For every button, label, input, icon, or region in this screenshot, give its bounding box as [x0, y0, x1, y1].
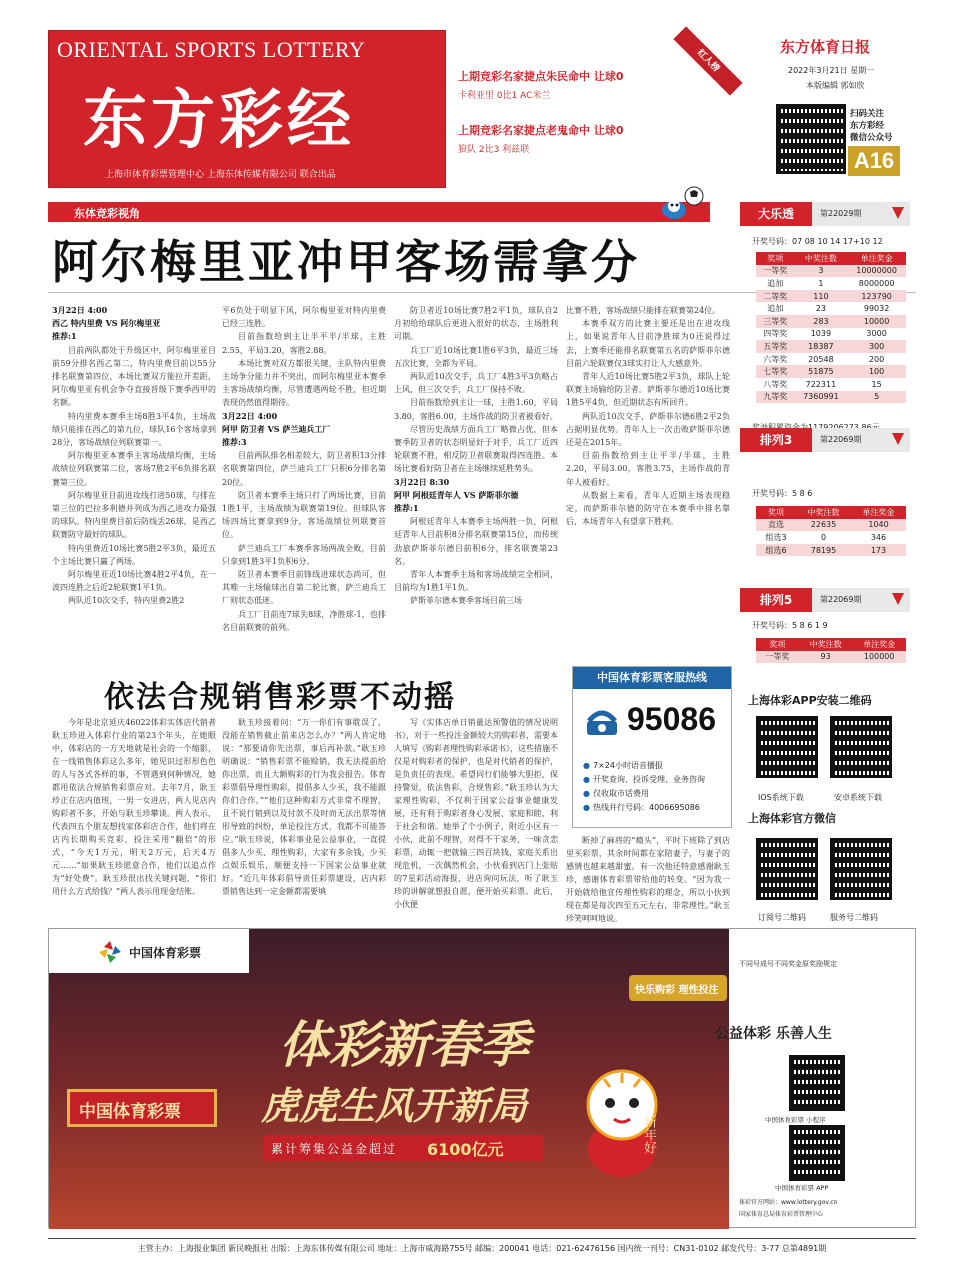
dlt-cell: 123790: [847, 290, 906, 303]
article1-paragraph: 兵工厂近10场比赛1胜6平3负，最近三场五次比赛，全都为平局。: [394, 345, 558, 368]
article1-subhead: 推荐:3: [222, 437, 247, 448]
dlt-cell: 110: [795, 290, 848, 303]
headline-2[interactable]: [458, 122, 623, 155]
article1-paragraph: 防卫者本赛季主场只打了两场比赛，目前1胜1平，主场战绩为联赛第19位。但球队客场四场比赛拿到9分，客场战绩位列联赛首位。: [222, 490, 386, 540]
article1-paragraph: 目前指数给到主让半平半/半球，主胜2.55，平局3.20，客胜2.88。: [222, 332, 386, 355]
article1-paragraph: 萨兰迪兵工厂本赛季客场两战全败，目前只拿到1胜3平1负积6分。: [222, 543, 386, 566]
dropdown-arrow-icon[interactable]: [892, 207, 904, 219]
article1-column-4: [566, 304, 730, 664]
scan-line-3: 微信公众号: [850, 133, 893, 143]
ad-pool-amount: 6100亿元: [427, 1140, 504, 1159]
pl3-cell: 1040: [851, 519, 906, 532]
article1-paragraph: 防卫者近10场比赛7胜2平1负，球队自2月初给给球队后更进入很好的状态，主场胜利可期。: [394, 306, 558, 342]
pl5-header-cell: 单注奖金: [852, 638, 906, 651]
pl3-cell: 173: [851, 544, 906, 557]
pl5-cell: 一等奖: [756, 651, 799, 664]
pl5-issue: 第22069期: [820, 595, 862, 604]
hotline-item: ● 7×24小时语音播报: [583, 759, 705, 773]
hotline-item: ● 开奖查询、投诉受理、业务咨询: [583, 773, 705, 787]
pl3-row: [756, 531, 906, 544]
article1-paragraph: 本场比赛对双方都很关键，主队特内里费主场争分能力并不突出，而阿尔梅里亚本赛季主客场战绩均衡，尽管遭遇两轮不胜，但近期表现仍然值得期待。: [222, 358, 386, 408]
dlt-cell: 99032: [863, 304, 890, 314]
pl5-table: [756, 638, 906, 663]
dlt-draw: 开奖号码：07 08 10 14 17+10 12: [752, 237, 883, 246]
dlt-row: [756, 315, 906, 328]
football-mascot-icon: [654, 186, 708, 222]
dlt-cell: 18387: [795, 340, 848, 353]
article1-paragraph: 防卫者本赛季目前锋线进球状态尚可，但其唯一主场输球出自第二轮比赛，萨兰迪兵工厂则状态低迷。: [222, 570, 386, 606]
masthead-organizers: 上海市体育彩票管理中心 上海东体传媒有限公司 联合出品: [105, 170, 336, 180]
dlt-cell: 五等奖: [756, 340, 795, 353]
article1-paragraph: 目前两队排名相差较大，防卫者积13分排名联赛第四位，萨兰迪兵工厂只积6分排名第20位。: [222, 451, 386, 487]
pl3-cell: 346: [870, 532, 887, 542]
masthead-title: 东方彩经: [83, 83, 355, 158]
headline-1-sub: 卡利亚里 0比1 AC米兰: [458, 91, 551, 101]
paper-info: [760, 36, 910, 91]
dlt-row: [756, 328, 906, 341]
paper-brand: 东方体育日报: [780, 38, 871, 56]
article1-paragraph: 萨斯菲尔德本赛季客场目前三场: [410, 596, 522, 606]
pl3-draw: 开奖号码：5 8 6: [752, 489, 813, 498]
hotline-number[interactable]: 95086: [627, 701, 716, 737]
headline-2-title: 上期竞彩名家捷点老鬼命中 让球0: [458, 124, 624, 137]
hotline-item: ● 热线并行号码：4006695086: [583, 801, 705, 815]
ad-tag: 新年好: [641, 1115, 656, 1154]
dlt-header-cell: 单注奖金: [847, 252, 906, 265]
article1-paragraph: 尽管历史战绩方面兵工厂略微占优，但本赛季防卫者的状态明显好于对手，兵工厂近四轮联赛不胜，相反防卫者联赛取得四连胜。本场比赛看好防卫者在主场继续延胜势头。: [394, 424, 558, 474]
scan-line-1: 扫码关注: [850, 109, 885, 119]
dlt-cell: 23: [815, 304, 826, 314]
pl3-name: 排列3: [740, 428, 812, 452]
pl5-tab[interactable]: [740, 588, 910, 612]
article1-paragraph: 比赛不胜，客场战绩只能排在联赛第24位。: [566, 306, 721, 315]
pl3-header-cell: 奖项: [756, 506, 796, 519]
article1-paragraph: 两队近10次交手，特内里费2胜2: [68, 596, 185, 606]
dlt-cell: 300: [847, 340, 906, 353]
scan-line-2: 东方彩经: [850, 121, 885, 131]
article2-column-4: 断掉了麻将的“瘾头”，平时下班除了到店里买彩票，其余时间都在家陪妻子，与妻子的感情也越来越甜蜜。有一次他还特意感谢耿玉珍，感谢体育彩票带给他的转变。“因为我一开始就给他宣传理性购彩的理念，所以小伙到现在都是每次四至五元左右，非常理性。”耿玉珍笑呵呵地说。: [566, 836, 730, 923]
masthead-english: ORIENTAL SPORTS LOTTERY: [57, 37, 366, 62]
lottery-logo-icon: [97, 939, 123, 965]
android-label: 安卓系统下载: [834, 793, 882, 802]
article1-paragraph: 青年人本赛季主场和客场战绩完全相同，目前均为1胜1平1负。: [394, 570, 558, 593]
dlt-cell: 3: [795, 265, 848, 278]
dlt-header-cell: 奖项: [756, 252, 795, 265]
article1-column-1: [52, 304, 216, 664]
dlt-row: [756, 391, 906, 404]
article1-paragraph: 特内里费本赛季主场8胜3平4负，主场战绩只能排在西乙的第九位，球队16个客场拿到28分，客场战绩位列联赛第一。: [52, 411, 216, 448]
article1-paragraph: 特内里费近10场比赛5胜2平3负，最近五个主场比赛只赢了两场。: [52, 543, 216, 566]
pl5-cell: 100000: [852, 651, 906, 664]
dlt-cell: 三等奖: [756, 315, 795, 328]
pl5-header-cell: 奖项: [756, 638, 799, 651]
dlt-cell: 1039: [810, 329, 832, 339]
dlt-cell: 51875: [795, 365, 848, 378]
pl3-cell: 组选3: [765, 532, 787, 542]
article1-paragraph: 目前指数给到主让平半/半球，主胜2.20，平局3.00，客胜3.75，主场作战的青年人被看好。: [566, 451, 730, 487]
dlt-cell: 追加: [767, 304, 784, 314]
ad-qr2-label: 中国体育彩票 APP: [775, 1184, 829, 1192]
dlt-header-row: [756, 252, 906, 265]
dlt-cell: 283: [795, 315, 848, 328]
ad-site: 体彩官方网站：www.lottery.gov.cn: [739, 1199, 838, 1206]
scan-text: [850, 108, 893, 144]
dlt-cell: 七等奖: [756, 365, 795, 378]
hotline-box: [572, 666, 732, 828]
dlt-table: [756, 252, 906, 403]
dlt-row: [756, 365, 906, 378]
pl5-name: 排列5: [740, 588, 812, 612]
dlt-cell: 10000000: [847, 265, 906, 278]
pl5-row: [756, 651, 906, 664]
ad-headline-2: 虎虎生风开新局: [261, 1083, 528, 1128]
dlt-cell: 一等奖: [756, 265, 795, 278]
article1-subhead: 推荐:1: [52, 331, 77, 342]
article1-paragraph: 阿尔梅里亚本赛季主客场战绩均衡，主场战绩位列联赛第二位，客场7胜2平6负排名联赛第三位。: [52, 451, 216, 487]
article1-column-3: [394, 304, 558, 664]
ad-logo: 中国体育彩票: [129, 946, 202, 960]
service-label: 服务号二维码: [830, 913, 878, 922]
article1-paragraph: 阿尔梅里亚近10场比赛4胜2平4负，在一波四连胜之后近2轮联赛1平1负。: [52, 570, 216, 593]
footer: 主管主办：上海报业集团 新民晚报社 出版：上海东体传媒有限公司 地址：上海市威海路755号 邮编：200041 电话：021-62476156 国内统一刊号：CN31-0102 邮发代号：3-77 总第4891期: [48, 1238, 916, 1254]
dlt-cell: 7360991: [795, 391, 848, 404]
dlt-name: 大乐透: [740, 202, 812, 226]
section-bar: [48, 202, 710, 222]
dlt-cell: 二等奖: [756, 290, 795, 303]
pl3-header-cell: 中奖注数: [796, 506, 851, 519]
subscription-qr-icon[interactable]: [756, 838, 818, 900]
wechat-title: 上海体彩官方微信: [748, 812, 836, 825]
service-qr-icon[interactable]: [830, 838, 892, 900]
telephone-icon: [583, 703, 621, 739]
dlt-issue: 第22029期: [820, 209, 862, 218]
app-title: 上海体彩APP安装二维码: [748, 694, 872, 707]
article1-subhead: 阿甲 防卫者 VS 萨兰迪兵工厂: [222, 423, 331, 434]
hotline-list: [583, 759, 705, 815]
pl5-draw: 开奖号码：5 8 6 1 9: [752, 621, 828, 630]
headline-1-title: 上期竞彩名家捷点朱民命中 让球0: [458, 70, 624, 83]
pl3-issue: 第22069期: [820, 435, 862, 444]
article1-subhead: 3月22日 4:00: [222, 410, 278, 421]
pl3-table: [756, 506, 906, 556]
article1-paragraph: 阿根廷青年人本赛季主场两胜一负，阿根廷青年人目前积8分排名联赛第15位，而传统劲旅萨斯菲尔德目前积6分，排名联赛第23名。: [394, 517, 558, 566]
dlt-cell: 8000000: [858, 278, 895, 288]
pl3-cell: 0: [820, 532, 827, 542]
pl3-header-cell: 单注奖金: [851, 506, 906, 519]
ribbon: 红人榜: [673, 26, 742, 95]
dlt-cell: 10000: [847, 315, 906, 328]
pl3-row: [756, 544, 906, 557]
android-qr-icon[interactable]: [830, 716, 892, 778]
dlt-cell: 3000: [866, 329, 887, 339]
dlt-cell: 1: [818, 278, 824, 288]
article1-paragraph: 两队近10次交手，兵工厂4胜3平3负略占上风，但三次交手，兵工厂保持不败。: [394, 372, 558, 395]
article2-column-2: 耿玉珍接着问：“万一你们有事耽误了，没能在销售截止前来店怎么办？”两人肯定地说：“那要请你先出票，事后再补款。”耿玉珍明确说：“销售彩票不能赊销，我无法提前给你出票，而且大额购彩的行为我会报告。体育彩票倡导理性购彩，提倡多人少买，我不能跟你们合作。”“他们这种购彩方式非常不理智，且不说行销到以及付款不及时而无法出票等情形导致的纠纷，单论投注方式，我都不可能答应。”耿玉珍说，体彩事业是公益事业，一直提倡多人少买、理性购彩，大家有多余钱，少买点娱乐娱乐，顺便支持一下国家公益事业就好。“近几年体彩倡导责任彩票建设，店内彩票销售达到一定金额都需要填: [222, 718, 386, 896]
ios-qr-icon[interactable]: [756, 716, 818, 778]
article1-paragraph: 目前两队都处于升级区中，阿尔梅里亚目前59分排名西乙第二，特内里费目前以55分排名联赛第四位，本场比赛双方能拉开差距，阿尔梅里亚有机会争夺直接晋级下赛季西甲的名额。: [52, 345, 216, 408]
article2-column-1: 今年是北京延庆46022体彩实体店代销者耿玉珍进入体彩行业的第23个年头，在她眼中，体彩店的一方天地就是社会的一个缩影，在一线销售体彩这么多年，她见识过形形色色的人与各式各样的事，不管遇到何种情况，她都用依法合规销售彩票应对。去年7月，耿玉珍正在店内值班，一男一女进店，两人见店内购彩者不多，开始与耿玉珍攀谈。两人表示，代表四五个朋友想找家体彩店合作，他们将在店内长期购买竞彩，投注采用“翻倍”的形式，“今天1万元，明天2万元，后天4万元……”如果耿玉珍愿意合作，他们以追点作为“好处费”。耿玉珍很出找关键问题，“你们用什么方式给钱？”两人表示用现金结账。: [52, 718, 216, 896]
paper-editor: 本版编辑 郭如欣: [806, 81, 865, 90]
article1-subhead: 推荐:1: [394, 503, 419, 514]
article1-paragraph: 目前指数给到主让一球，主胜1.60，平局3.80，客胜6.00，主场作战的防卫者被看好。: [394, 398, 558, 421]
article1-paragraph: 阿尔梅里亚目前进攻线打进50球，与排在第三位的巴拉多利德并列成为西乙进攻力最强的球队。特内里费目前后防线丢26球，是西乙联赛防守最好的球队。: [52, 490, 216, 540]
pl3-cell: 22635: [796, 519, 851, 532]
article1-subhead: 3月22日 8:30: [394, 476, 450, 487]
ad-qr1-label: 中国体育彩票 小程序: [765, 1116, 826, 1124]
masthead: [48, 30, 446, 188]
dlt-tab[interactable]: [740, 202, 910, 226]
dlt-cell: 722311: [805, 379, 837, 389]
article1-subhead: 3月22日 4:00: [52, 305, 108, 315]
article1-title: 阿尔梅里亚冲甲客场需拿分: [52, 235, 640, 289]
ad-pool-text: 累计筹集公益金超过: [271, 1142, 398, 1156]
subscription-label: 订阅号二维码: [758, 913, 806, 922]
dlt-row: [756, 302, 906, 315]
dlt-cell: 追加: [767, 278, 784, 288]
dlt-row: [756, 277, 906, 290]
pl3-header-row: [756, 506, 906, 519]
dropdown-arrow-icon[interactable]: [892, 593, 904, 605]
article2-column-3: 写《实体店单日销量达预警值的情况说明书》，对于一些投注金额较大的购彩者，需要本人填写《购彩者理性购彩承诺书》，这些措施不仅是对购彩者的保护，也是对代销者的保护，是负责任的表现。希望同行们能够大胆拒，保持警觉，依法售彩，合规售彩。”耿玉珍认为大家理性购彩，不仅利于国家公益事业健康发展，还有利于购彩者身心发展、家庭和睦，利于社会和谐。她举了个小例子，附近小区有一小伙，此前不理智，对得不干家务，一味贪恋彩票，动辄一把就输三四百块钱，家庭关系出现危机，一次偶然机会，小伙看到店门上张贴的7星彩活动海报，进店询问玩法，听了耿玉珍的讲解就想报自愿，便开始买彩票。此后，小伙便: [394, 718, 558, 909]
pl5-cell: 93: [799, 651, 853, 664]
page-number: A16: [848, 146, 900, 176]
headline-1[interactable]: [458, 68, 623, 101]
dlt-row: [756, 265, 906, 278]
dlt-cell: 15: [871, 379, 882, 389]
dlt-cell: 200: [868, 354, 885, 364]
article1-subhead: 西乙 特内里费 VS 阿尔梅里亚: [52, 318, 161, 329]
dlt-cell: 5: [847, 391, 906, 404]
pl3-tab[interactable]: [740, 428, 910, 452]
article1-paragraph: 两队近10次交手，萨斯菲尔德6胜2平2负占据明显优势。青年人上一次击败萨斯菲尔德还是在2015年。: [566, 411, 730, 448]
dlt-cell: 100: [847, 365, 906, 378]
ios-label: IOS系统下载: [758, 793, 804, 802]
ad-headline-1: 体彩新春季: [279, 1015, 529, 1074]
advertisement[interactable]: [48, 928, 916, 1228]
pl5-header-cell: 中奖注数: [799, 638, 853, 651]
mini-program-qr-icon[interactable]: [789, 1055, 845, 1111]
hotline-item: ● 仅收取市话费用: [583, 787, 705, 801]
dlt-row: [756, 378, 906, 391]
pl3-cell: 78195: [796, 544, 851, 557]
article2-title: 依法合规销售彩票不动摇: [104, 680, 456, 715]
headline-2-sub: 狼队 2比3 利兹联: [458, 145, 530, 155]
dlt-cell: 四等奖: [763, 329, 788, 339]
dlt-cell: 九等奖: [756, 391, 795, 404]
hotline-title: 中国体育彩票客服热线: [573, 667, 731, 689]
section-title: 东体竞彩视角: [74, 207, 140, 220]
pl5-header-row: [756, 638, 906, 651]
dlt-cell: 八等奖: [763, 379, 788, 389]
dlt-row: [756, 353, 906, 366]
dlt-row: [756, 290, 906, 303]
article1-paragraph: 兵工厂目前连7球失8球，净胜球-1，也排名目前联赛的前列。: [222, 609, 386, 632]
pl3-row: [756, 519, 906, 532]
article1-subhead: 阿甲 阿根廷青年人 VS 萨斯菲尔德: [394, 489, 519, 500]
article1-paragraph: 平6负处于明显下风，阿尔梅里亚对特内里费已经三连胜。: [222, 306, 386, 329]
article1-paragraph: 青年人近10场比赛5胜2平3负，球队上轮联赛主场输给防卫者。萨斯菲尔德近10场比赛1胜5平4负，但近期状态有所回升。: [566, 372, 730, 408]
article1-paragraph: 从数据上来看，青年人近期主场表现稳定，而萨斯菲尔德的防守在本赛季中排名靠后，本场青年人有望拿下胜利。: [566, 490, 730, 527]
dlt-header-cell: 中奖注数: [795, 252, 848, 265]
dlt-cell: 六等奖: [763, 354, 788, 364]
ad-top-text: 快乐购彩 理性投注: [635, 985, 719, 996]
wechat-qr-icon[interactable]: [776, 104, 846, 174]
ad-banner: 不同号成号不同奖金原奖励规定: [739, 960, 837, 968]
dropdown-arrow-icon[interactable]: [892, 433, 904, 445]
dlt-row: [756, 340, 906, 353]
paper-date: 2022年3月21日 星期一: [788, 66, 875, 75]
pl3-cell: 组选6: [756, 544, 796, 557]
ad-note: 国家体育总局体育彩票管理中心: [739, 1211, 824, 1218]
ad-slogan: 公益体彩 乐善人生: [715, 1026, 832, 1042]
pl3-cell: 直选: [756, 519, 796, 532]
app-qr-icon[interactable]: [789, 1125, 845, 1181]
dlt-cell: 20548: [808, 354, 834, 364]
article1-paragraph: 本赛季双方的比赛主要还是出在进攻线上，如果说青年人目前净胜球为0还说得过去，上赛季还能排名联赛第五名的萨斯菲尔德目前六轮联赛仅3球实打让人大感意外。: [566, 319, 730, 368]
ad-sign: 中国体育彩票: [79, 1102, 181, 1122]
article1-column-2: [222, 304, 386, 664]
